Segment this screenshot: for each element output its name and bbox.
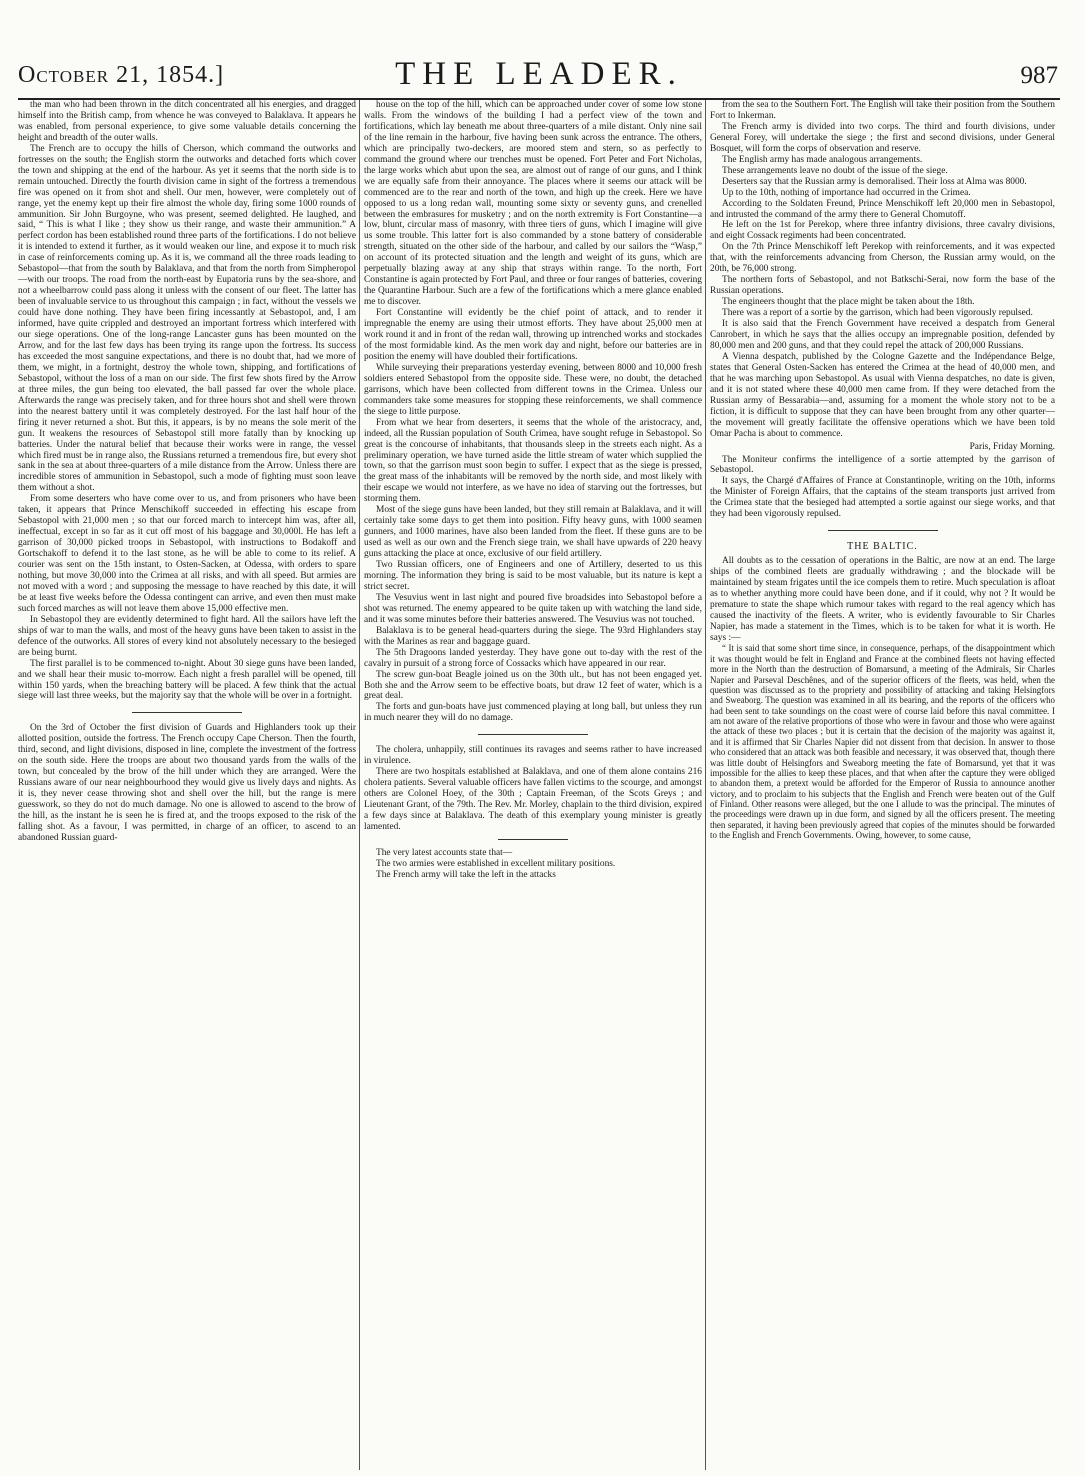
paragraph: The cholera, unhappily, still continues its ravages and seems rather to have increased in virulence.	[364, 745, 702, 767]
paragraph: The engineers thought that the place might be taken about the 18th.	[722, 297, 975, 308]
paragraph: from the sea to the Southern Fort. The English will take their position from the Southern Fort to Inkerman.	[710, 100, 1055, 121]
section-divider	[498, 839, 568, 840]
paragraph: the man who had been thrown in the ditch concentrated all his energies, and dragged himself into the British camp, from whence he was conveyed to Balaklava. It appears he was enabled, from personal experience, to give some valuable details concerning the height and breadth of the outer walls.	[18, 100, 356, 143]
paragraph: The two armies were established in excellent military positions.	[376, 858, 616, 869]
paragraph: While surveying their preparations yesterday evening, between 8000 and 10,000 fresh soldiers entered Sebastopol from the opposite side. These were, no doubt, the detached garrisons, which have been collected from different towns in the Crimea. Unless our commanders take some measures for stopping these reinforcements, we shall commence the siege to little purpose.	[364, 362, 702, 417]
paragraph: It is also said that the French Government have received a despatch from General Canrobert, in which he says that the allies occupy an impregnable position, defended by 80,000 men and 200 guns, and that they could repel the attack of 200,000 Russians.	[710, 319, 1055, 351]
newspaper-title: THE LEADER.	[395, 56, 683, 92]
paragraph: The very latest accounts state that—	[376, 847, 513, 858]
column-3	[710, 100, 1055, 1470]
paragraph: There was a report of a sortie by the garrison, which had been vigorously repulsed.	[722, 308, 1033, 319]
paragraph: The screw gun-boat Beagle joined us on the 30th ult., but has not been engaged yet. Both she and the Arrow seem to be effective boats, but draw 12 feet of water, which is a great deal.	[364, 669, 702, 702]
paragraph: The Vesuvius went in last night and poured five broadsides into Sebastopol before a shot was returned. The enemy appeared to be quite taken up with watching the land side, and it was some minutes before their batteries answered. The Vesuvius was not touched.	[364, 592, 702, 625]
section-divider	[828, 530, 938, 531]
paragraph: Balaklava is to be general head-quarters during the siege. The 93rd Highlanders stay with the Marines as rear and baggage guard.	[364, 625, 702, 647]
paragraph: The French army will take the left in the attacks	[376, 869, 556, 880]
paragraph: The French are to occupy the hills of Cherson, which command the outworks and fortresses on the south; the English storm the outworks and detached forts which cover the town and shipping at the end of the harbour. As yet it seems that the north side is to remain untouched. Directly the fourth division came in sight of the fortress a tremendous fire was opened on it from shot and shell. Our men, however, were completely out of range, yet the enemy kept up their fire almost the whole day, firing some 1000 rounds of ammunition. Sir John Burgoyne, who was present, seemed delighted. He laughed, and said, “ This is what I like ; they show us their range, and waste their ammunition.” A perfect cordon has been established round three parts of the fortifications. I do not believe it is intended to extend it further, as it would weaken our line, and expose it to much risk in case of reinforcements coming up. As it is, we command all the three roads leading to Sebastopol—that from the south by Balaklava, and that from the north from Simpheropol—with our troops. The road from the north-east by Eupatoria runs by the sea-shore, and not a wheelbarrow could pass along it unless with the consent of our fleet. The latter has been of invaluable service to us throughout this campaign ; in fact, without the vessels we could have done nothing. They have been firing incessantly at Sebastopol, and, I am informed, have quite crippled and destroyed an important fortress which interfered with our siege operations. One of the long-range Lancaster guns has been mounted on the Arrow, and for the last few days has been trying its range upon the fortress. Its success has exceeded the most sanguine expectations, and there is no doubt that, had we more of them, we might, in a fortnight, destroy the whole town, shipping, and fortifications of Sebastopol, without the loss of a man on our side. The first few shots fired by the Arrow at three miles, the gun being too elevated, the ball passed far over the whole place. Afterwards the range was precisely taken, and for three hours shot and shell were thrown into the nearest battery until it was completely destroyed. For the last half hour of the firing it never returned a shot. But this, it appears, is by no means the sole merit of the gun. It weakens the resources of Sebastopol still more fatally than by knocking up batteries. Under the natural belief that because their works were in range, the vessel which fired must be in range also, the Russians returned a tremendous fire, but every shot sank in the sea at about three-quarters of a mile distance from the Arrow. Unless there are incredible stores of ammunition in Sebastopol, such a mode of fighting must soon leave them without a shot.	[18, 143, 356, 494]
paragraph: A Vienna despatch, published by the Cologne Gazette and the Indépendance Belge, states that General Osten-Sacken has entered the Crimea at the head of 40,000 men, and that he was marching upon Sebastopol. As usual with Vienna despatches, no date is given, and it is not stated where these 40,000 men came from. If they were detached from the Russian army of Bessarabia—and, assuming for a moment the whole story not to be a fiction, it is difficult to suppose that they can have been brought from any other quarter—the movement will greatly facilitate the offensive operations which we have been told Omar Pacha is about to commence.	[710, 351, 1055, 439]
paragraph: The Moniteur confirms the intelligence of a sortie attempted by the garrison of Sebastopol.	[710, 454, 1055, 476]
paragraph: Two Russian officers, one of Engineers and one of Artillery, deserted to us this morning. The information they bring is said to be most valuable, but its nature is kept a strict secret.	[364, 560, 702, 592]
paragraph: From some deserters who have come over to us, and from prisoners who have been taken, it appears that Prince Menschikoff succeeded in effecting his escape from Sebastopol with 21,000 men ; so that our forced march to intercept him was, after all, ineffectual, except in so far as it cut off most of his baggage and 30,000l. He has left a garrison of 30,000 picked troops in Sebastopol, with instructions to Bodakoff and Gortschakoff to defend it to the last stone, as he will be able to come to its relief. A courier was sent on the 15th instant, to Osten-Sacken, at Odessa, with orders to spare nothing, but move 30,000 into the Crimea at all risks, and with all speed. But armies are not moved with a word ; and supposing the message to have reached by this date, it will be at least five weeks before the Odessa contingent can arrive, and even then must make such forced marches as will not leave them above 15,000 effective men.	[18, 494, 356, 614]
paragraph: From what we hear from deserters, it seems that the whole of the aristocracy, and, indeed, all the Russian population of South Crimea, have sought refuge in Sebastopol. So great is the concourse of inhabitants, that thousands sleep in the streets each night. As a preliminary operation, we have turned aside the little stream of water which supplied the town, so that the garrison must soon begin to suffer. I expect that as the siege is pressed, the great mass of the inhabitants will be removed by the north side, and most likely with their escape we would not interfere, as we have no idea of starving out the fortresses, but storming them.	[364, 417, 702, 505]
section-divider	[132, 712, 242, 713]
column-rule	[705, 100, 706, 1470]
paragraph: All doubts as to the cessation of operations in the Baltic, are now at an end. The large ships of the combined fleets are gradually withdrawing ; and the blockade will be maintained by steam frigates until the ice compels them to retire. Much speculation is afloat as to whether anything more could have been done, and if it could, why not ? It would be premature to state the shape which rumour takes with regard to the real agency which has caused the inactivity of the fleets. A writer, who is evidently favourable to Sir Charles Napier, has made a statement in the Times, which is to be taken for what it is worth. He says :—	[710, 555, 1055, 643]
paragraph: It says, the Chargé d'Affaires of France at Constantinople, writing on the 10th, informs the Minister of Foreign Affairs, that the captains of the steam transports just arrived from the Crimea state that the besieged had attempted a sortie against our siege works, and that they had been vigorously repulsed.	[710, 476, 1055, 520]
paragraph: He left on the 1st for Perekop, where three infantry divisions, three cavalry divisions, and eight Cossack regiments had been concentrated.	[710, 220, 1055, 242]
quoted-paragraph: “ It is said that some short time since, in consequence, perhaps, of the disappointment which it was thought would be felt in England and France at the combined fleets not having effected more in the North than the destruction of Bomarsund, a meeting of the Admirals, Sir Charles Napier and Parseval Deschênes, and of the superior officers of the fleets, was held, when the question was discussed as to the propriety and possibility of attacking and taking Helsingfors and Sweaborg. The question was examined in all its bearing, and the reports of the officers who had been sent to take soundings on the coast were of course laid before this naval committee. I am not aware of the relative proportions of those who were in favour and those who were against the attack of these two places ; but it is certain that the decision of the majority was against it, and it is affirmed that Sir Charles Napier did not dissent from that decision. In answer to those who considered that an attack was both feasible and necessary, it was observed that, though there was little doubt of Helsingfors and Sweaborg meeting the fate of Bomarsund, yet that it was impossible for the allies to keep these places, and that when after the capture they were obliged to abandon them, a pretext would be afforded for the Emperor of Russia to announce another victory, and to proclaim to his subjects that the English and French were beaten out of the Gulf of Finland. Other reasons were alleged, but the one I allude to was the principal. The minutes of the proceedings were drawn up in due form, and signed by all the officers present. The meeting then separated, it having been previously agreed that copies of the minutes should be forwarded to the English and French Governments. Owing, however, to some cause,	[710, 643, 1055, 841]
column-rule	[359, 100, 360, 1470]
paragraph: Up to the 10th, nothing of importance had occurred in the Crimea.	[722, 187, 971, 198]
issue-date: October 21, 1854.]	[18, 62, 225, 88]
section-heading: THE BALTIC.	[847, 541, 918, 553]
dateline-signoff: Paris, Friday Morning.	[969, 441, 1055, 452]
paragraph: The northern forts of Sebastopol, and not Batkschi-Serai, now form the base of the Russian operations.	[710, 275, 1055, 297]
paragraph: In Sebastopol they are evidently determined to fight hard. All the sailors have left the ships of war to man the walls, and most of the heavy guns have been taken to assist in the defence of the outworks. All stores of every kind not absolutely necessary to the besieged are being burnt.	[18, 614, 356, 658]
paragraph: There are two hospitals established at Balaklava, and one of them alone contains 216 cholera patients. Several valuable officers have fallen victims to the scourge, and amongst others are Colonel Hoey, of the 30th ; Captain Freeman, of the Scots Greys ; and Lieutenant Grant, of the 79th. The Rev. Mr. Morley, chaplain to the third division, expired a few days since at Balaklava. The death of this exemplary young minister is greatly lamented.	[364, 767, 702, 832]
paragraph: Fort Constantine will evidently be the chief point of attack, and to render it impregnable the enemy are using their utmost efforts. They have about 25,000 men at work round it and in front of the redan wall, throwing up intrenched works and stockades of the most formidable kind. As the men work day and night, before our batteries are in position the enemy will have doubled their fortifications.	[364, 308, 702, 362]
paragraph: These arrangements leave no doubt of the issue of the siege.	[722, 165, 948, 176]
paragraph: Most of the siege guns have been landed, but they still remain at Balaklava, and it will certainly take some days to get them into position. Fifty heavy guns, with 1000 seamen gunners, and 1000 marines, have also been landed from the fleet. If these guns are to be used as well as our own and the French siege train, we shall have upwards of 220 heavy guns attacking the place at once, exclusive of our field artillery.	[364, 505, 702, 560]
paragraph: house on the top of the hill, which can be approached under cover of some low stone walls. From the windows of the building I had a perfect view of the town and fortifications, which lay beneath me about three-quarters of a mile distant. Only nine sail of the line remain in the harbour, five having been sunk across the entrance. The others, which are principally two-deckers, are moored stem and stern, so as perfectly to command the ground where our trenches must be opened. Fort Peter and Fort Nicholas, the large works which abut upon the sea, are almost out of range of our guns, and I think we are equally safe from their annoyance. The places where it seems our attack will be commenced are to the rear and north of the town, and high up the creek. Here we have opposed to us a long redan wall, mounting some sixty or seventy guns, and crenelled between the embrasures for musketry ; and on the north extremity is Fort Constantine—a low, blunt, circular mass of masonry, with three tiers of guns, which I imagine will give us some trouble. This latter fort is also commanded by a stone battery of considerable strength, situated on the other side of the harbour, and called by our sailors the “Wasp,” on account of its protected situation and the length and weight of its guns, which are perpetually blazing away at any ship that strays within range. To the north, Fort Constantine is again protected by Fort Paul, and three or four ranges of batteries, covering the Quarantine Harbour. Such are a few of the fortifications which a mere glance enabled me to discover.	[364, 100, 702, 308]
masthead	[18, 56, 1060, 100]
paragraph: Deserters say that the Russian army is demoralised. Their loss at Alma was 8000.	[722, 176, 1027, 187]
paragraph: The first parallel is to be commenced to-night. About 30 siege guns have been landed, and we shall hear their music to-morrow. Each night a fresh parallel will be opened, till within 150 yards, when the breaching battery will be placed. A few think that the actual siege will last three weeks, but the majority say that the whole will be over in a fortnight.	[18, 658, 356, 702]
paragraph: On the 7th Prince Menschikoff left Perekop with reinforcements, and it was expected that, with the reinforcements advancing from Cherson, the Russian army would, on the 20th, be 76,000 strong.	[710, 242, 1055, 275]
section-divider	[478, 734, 588, 735]
paragraph: According to the Soldaten Freund, Prince Menschikoff left 20,000 men in Sebastopol, and intrusted the command of the army there to General Chomutoff.	[710, 198, 1055, 220]
column-2	[364, 100, 702, 1470]
paragraph: The French army is divided into two corps. The third and fourth divisions, under General Forey, will undertake the siege ; the first and second divisions, under General Bosquet, will form the corps of observation and reserve.	[710, 121, 1055, 154]
paragraph: The English army has made analogous arrangements.	[722, 154, 923, 165]
page-number: 987	[1020, 62, 1058, 89]
paragraph: The 5th Dragoons landed yesterday. They have gone out to-day with the rest of the cavalry in pursuit of a strong force of Cossacks which have appeared in our rear.	[364, 647, 702, 669]
column-1	[18, 100, 356, 1470]
paragraph: On the 3rd of October the first division of Guards and Highlanders took up their allotted position, outside the fortress. The French occupy Cape Cherson. Then the fourth, third, second, and light divisions, disposed in line, complete the investment of the fortress on the south side. Here the troops are about two thousand yards from the walls of the town, but concealed by the brow of the hill under which they are arranged. Were the Russians aware of our near neighbourhood they would give us lively days and nights. As it is, they never cease throwing shot and shell over the hill, but the range is mere guesswork, so they do not do much damage. No one is allowed to ascend to the brow of the hill, as the instant he is seen he is fired at, and the troops exposed to the risk of the falling shot. As a favour, I was permitted, in charge of an officer, to ascend to an abandoned Russian guard-	[18, 723, 356, 843]
paragraph: The forts and gun-boats have just commenced playing at long ball, but unless they run in much nearer they will do no damage.	[364, 702, 702, 724]
